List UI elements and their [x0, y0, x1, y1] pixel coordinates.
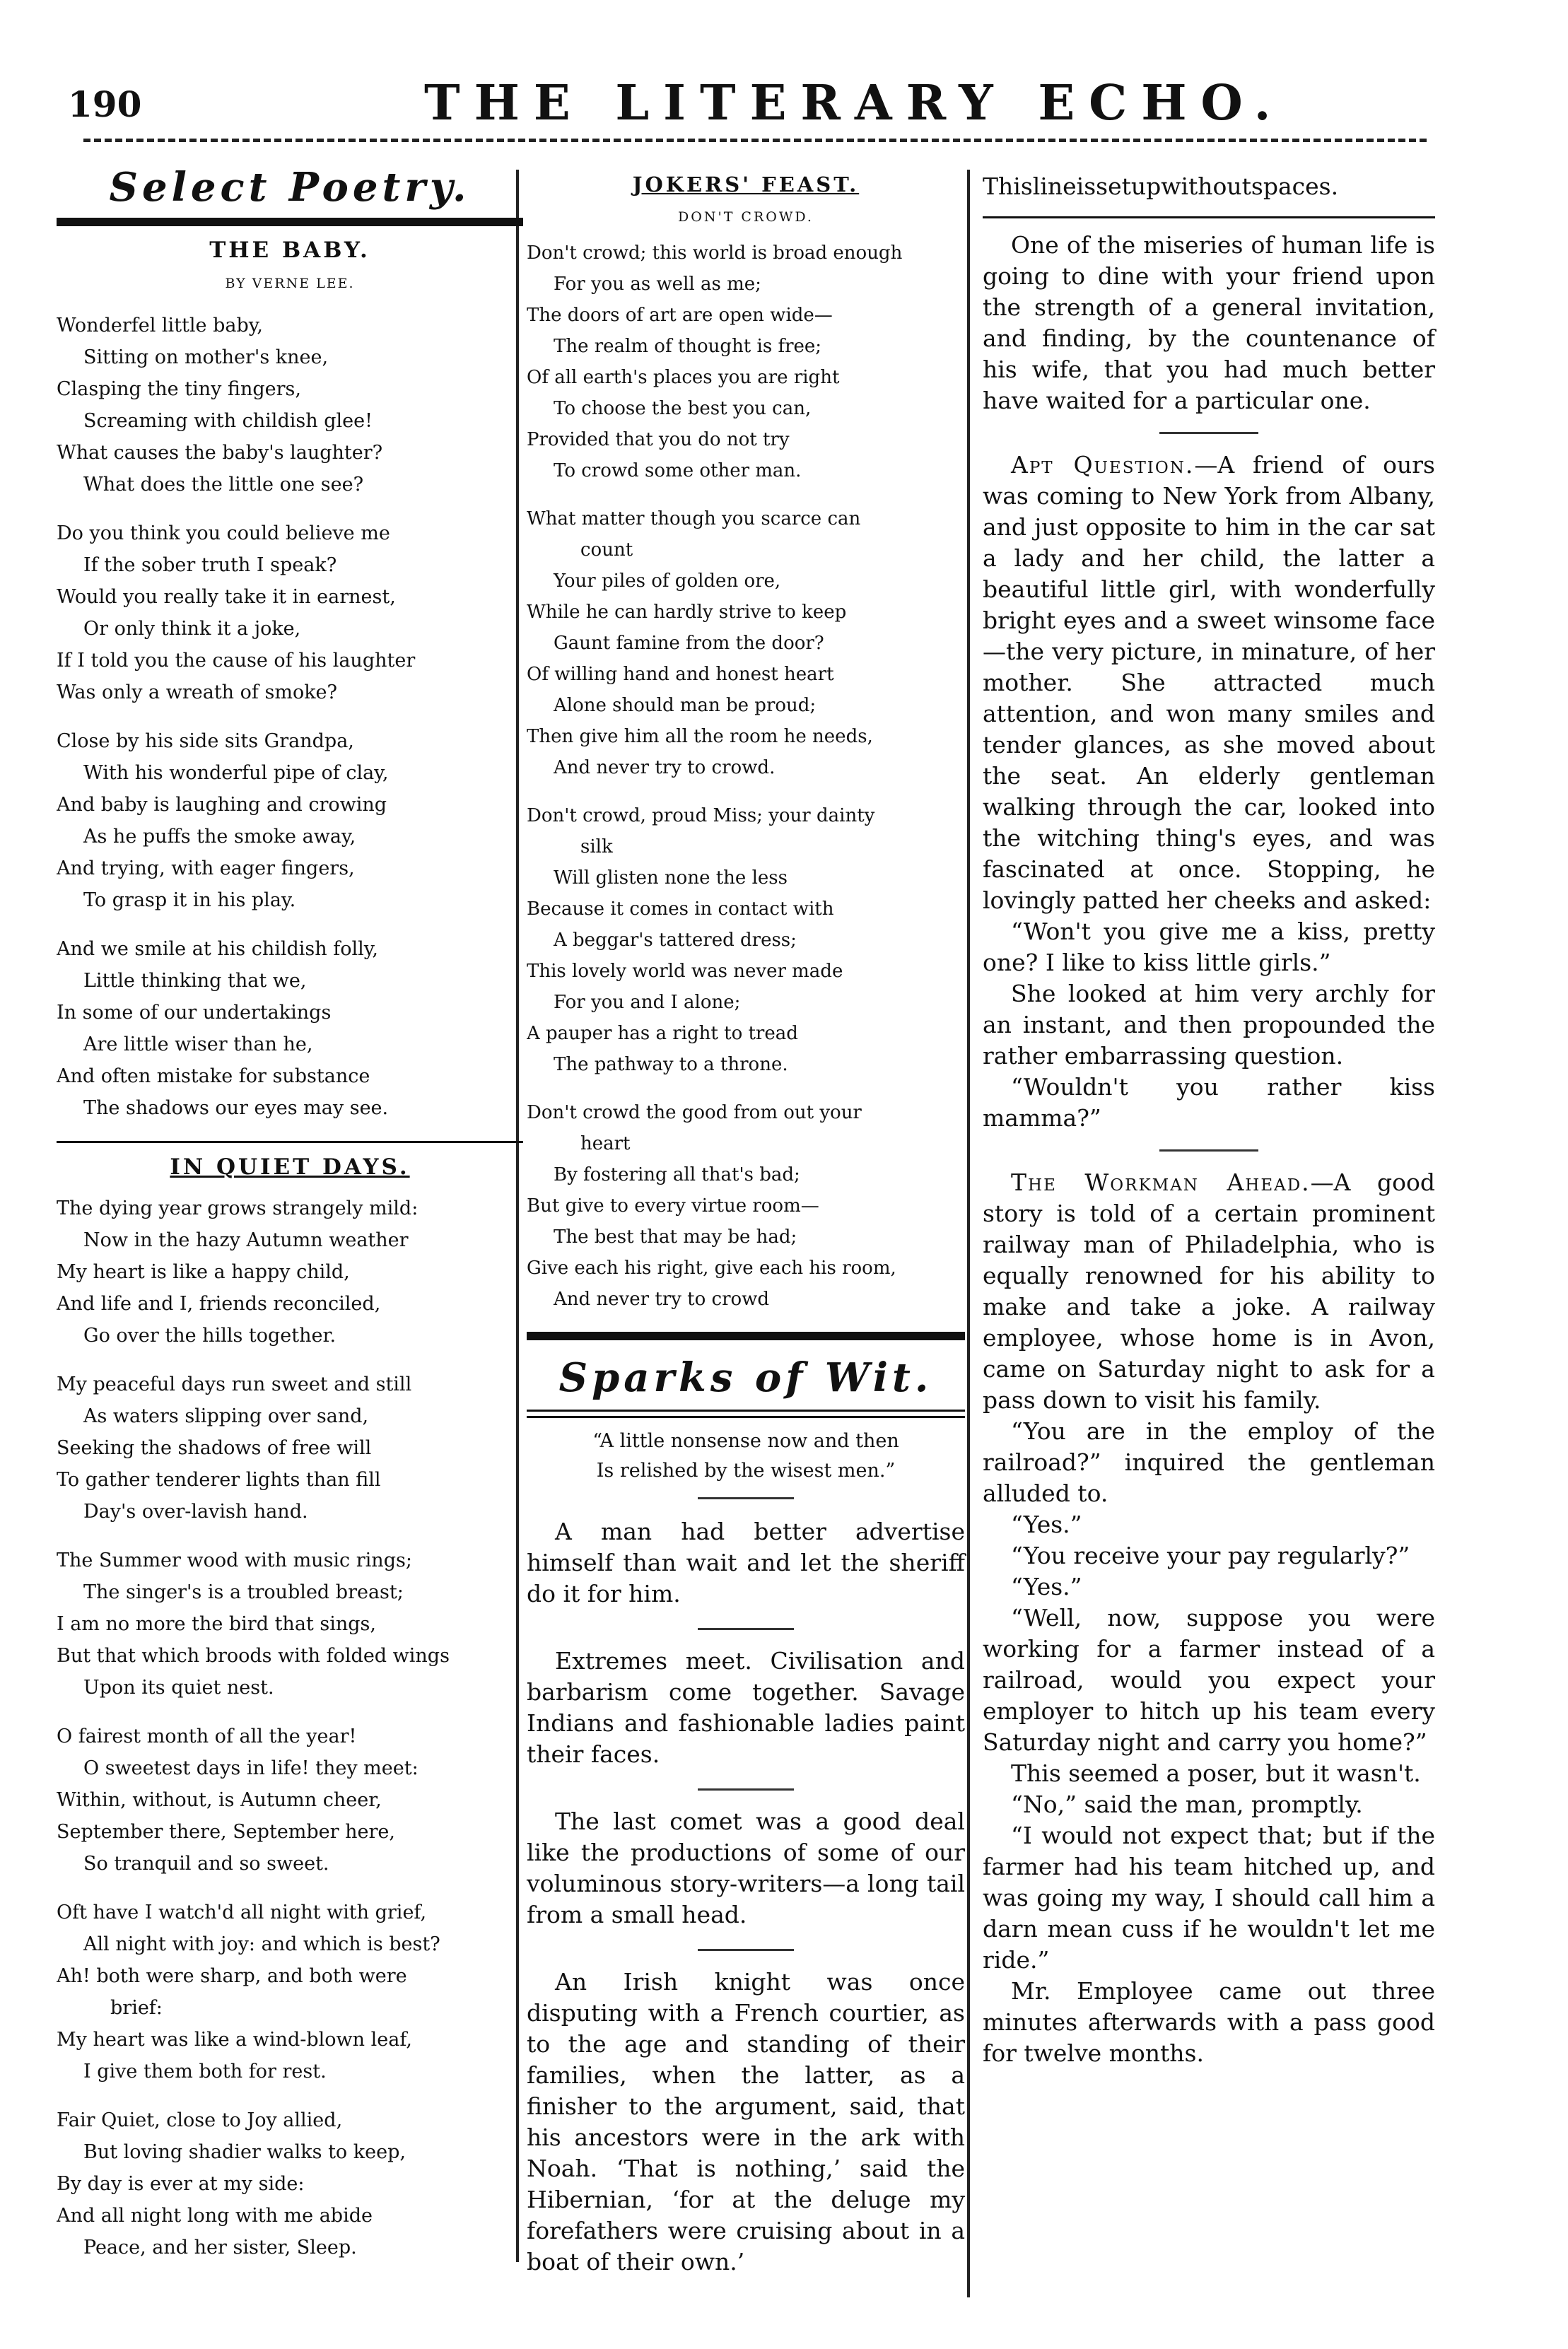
verse-line: A beggar's tattered dress;	[554, 930, 797, 951]
section-rule	[527, 1410, 965, 1418]
wit-item	[527, 1806, 965, 1931]
section-rule	[527, 1332, 965, 1340]
section-rule	[57, 218, 523, 226]
verse-line: As he puffs the smoke away,	[83, 826, 356, 848]
stanza	[57, 933, 523, 1124]
verse-line: And life and I, friends reconciled,	[57, 1293, 381, 1315]
verse-line: And often mistake for substance	[57, 1065, 370, 1087]
paragraph: “Wouldn't you rather kiss mamma?”	[983, 1073, 1435, 1132]
divider-rule	[698, 1497, 794, 1499]
paragraph: “Well, now, suppose you were working for a farmer instead of a railroad, would you expect your employer to hitch up his team every Saturday night and carry you home?”	[983, 1604, 1435, 1756]
verse-line: But give to every virtue room—	[527, 1195, 819, 1217]
anecdote-heading: The Workman Ahead.	[1011, 1168, 1311, 1196]
verse-line: Do you think you could believe me	[57, 522, 390, 544]
verse-line: Was only a wreath of smoke?	[57, 681, 338, 703]
divider-rule	[1159, 432, 1259, 434]
verse-line: Of willing hand and honest heart	[527, 664, 834, 685]
verse-line: Close by his side sits Grandpa,	[57, 730, 354, 752]
paragraph: “I would not expect that; but if the farmer had his team hitched up, and was going my way, I should call him a darn mean cuss if he wouldn't let me ride.”	[983, 1822, 1435, 1974]
divider-rule	[1159, 1149, 1259, 1152]
paragraph: “You receive your pay regularly?”	[1011, 1542, 1410, 1569]
stanza	[527, 1097, 965, 1315]
stanza	[527, 238, 965, 486]
divider-rule	[698, 1949, 794, 1951]
paragraph: An Irish knight was once disputing with a French courtier, as to the age and standing of their families, when the latter, as a finisher to the argument, said, that his ancestors were in the ark with Noah. ‘That is nothing,’ said the Hibernian, ‘for at the deluge my forefathers were cruising about in a boat of their own.’	[527, 1968, 965, 2275]
wit-item	[527, 1516, 965, 1610]
verse-line: And trying, with eager fingers,	[57, 857, 355, 879]
header-rule	[83, 139, 1427, 142]
verse-line: Oft have I watch'd all night with grief,	[57, 1902, 427, 1923]
paragraph: Mr. Employee came out three minutes afterwards with a pass good for twelve months.	[983, 1977, 1435, 2067]
column-anecdotes	[983, 160, 1435, 2069]
verse-line: The Summer wood with music rings;	[57, 1550, 412, 1571]
verse-line: A pauper has a right to tread	[527, 1023, 798, 1044]
poem-title: DON'T CROWD.	[678, 209, 814, 225]
paragraph: A man had better advertise himself than wait and let the sheriff do it for him.	[527, 1518, 965, 1607]
motto-line: “A little nonsense now and then	[592, 1430, 899, 1452]
paragraph: “Yes.”	[1011, 1511, 1082, 1538]
anecdote-body: —A friend of ours was coming to New York from Albany, and just opposite to him in the car sat a lady and her child, the latter a beautiful little girl, with wonderfully bright eyes and a sweet winsome face—the very picture, in minature, of her mother. She attracted much attention, and won many smiles and tender glances, as she moved about the seat. An elderly gentleman walking through the car, looked into the witching thing's eyes, and was fascinated at once. Stopping, he lovingly patted her cheeks and asked:	[983, 451, 1435, 914]
verse-line: silk	[580, 836, 613, 857]
verse-line: Then give him all the room he needs,	[527, 726, 873, 747]
verse-line: Wonderfel little baby,	[57, 315, 264, 336]
verse-line: And never try to crowd.	[554, 757, 776, 778]
paragraph: The last comet was a good deal like the productions of some of our voluminous story-writers—a long tail from a small head.	[527, 1808, 965, 1928]
divider-rule	[698, 1788, 794, 1791]
verse-line: And all night long with me abide	[57, 2205, 373, 2227]
column-poetry	[57, 160, 523, 2280]
verse-line: Don't crowd, proud Miss; your dainty	[527, 805, 875, 826]
verse-line: If I told you the cause of his laughter	[57, 650, 416, 672]
divider-rule	[57, 1141, 523, 1143]
paragraph: This seemed a poser, but it wasn't.	[1011, 1759, 1421, 1787]
verse-line: So tranquil and so sweet.	[83, 1853, 329, 1875]
paragraph: “Yes.”	[1011, 1573, 1082, 1600]
verse-line: I give them both for rest.	[83, 2061, 327, 2083]
verse-line: Fair Quiet, close to Joy allied,	[57, 2109, 343, 2131]
verse-line: The best that may be had;	[554, 1226, 797, 1248]
verse-line: But that which broods with folded wings	[57, 1645, 450, 1667]
verse-line: What causes the baby's laughter?	[57, 442, 383, 464]
verse-line: Alone should man be proud;	[554, 695, 817, 716]
verse-line: With his wonderful pipe of clay,	[83, 762, 389, 784]
verse-line: To choose the best you can,	[554, 398, 812, 419]
stanza	[57, 2104, 523, 2263]
poem-title: THE BABY.	[209, 238, 370, 263]
column-divider	[967, 170, 970, 2297]
verse-line: I am no more the bird that sings,	[57, 1613, 376, 1635]
motto	[527, 1427, 965, 1486]
verse-line: By fostering all that's bad;	[554, 1164, 800, 1185]
poem-byline: BY VERNE LEE.	[225, 276, 355, 291]
section-title-select-poetry: Select Poetry.	[109, 164, 471, 211]
verse-line: The realm of thought is free;	[554, 336, 822, 357]
verse-line: Day's over-lavish hand.	[83, 1501, 308, 1523]
wit-item	[527, 1967, 965, 2278]
poem-title: IN QUIET DAYS.	[170, 1154, 410, 1180]
verse-line: The shadows our eyes may see.	[83, 1097, 389, 1119]
verse-line: To crowd some other man.	[554, 460, 802, 481]
verse-line: My heart was like a wind-blown leaf,	[57, 2029, 412, 2051]
anecdote-apt-question	[983, 450, 1435, 916]
verse-line: Don't crowd; this world is broad enough	[527, 242, 903, 264]
verse-line: What matter though you scarce can	[527, 508, 861, 529]
verse-line: Upon its quiet nest.	[83, 1677, 274, 1699]
verse-line: By day is ever at my side:	[57, 2173, 305, 2195]
verse-line: The doors of art are open wide—	[527, 305, 833, 326]
verse-line: If the sober truth I speak?	[83, 554, 337, 576]
paragraph: “Won't you give me a kiss, pretty one? I like to kiss little girls.”	[983, 918, 1435, 976]
stanza	[57, 310, 523, 500]
paragraph: “You are in the employ of the railroad?” inquired the gentleman alluded to.	[983, 1417, 1435, 1507]
paragraph: “No,” said the man, promptly.	[1011, 1791, 1363, 1818]
verse-line: Give each his right, give each his room,	[527, 1258, 896, 1279]
verse-line: Will glisten none the less	[554, 867, 788, 889]
verse-line: My heart is like a happy child,	[57, 1261, 350, 1283]
anecdote-body: —A good story is told of a certain prominent railway man of Philadelphia, who is equally renowned for his ability to make and take a joke. A railway employee, whose home is in Avon, came on Saturday night to ask for a pass down to visit his family.	[983, 1168, 1435, 1414]
verse-line: To gather tenderer lights than fill	[57, 1469, 381, 1491]
paragraph: She looked at him very archly for an instant, and then propounded the rather embarrassing question.	[983, 980, 1435, 1070]
anecdote-workman-ahead	[983, 1167, 1435, 1416]
paragraph: Extremes meet. Civilisation and barbarism come together. Savage Indians and fashionable ladies paint their faces.	[527, 1647, 965, 1768]
stanza	[527, 503, 965, 783]
stanza	[57, 1721, 523, 1880]
divider-rule	[698, 1628, 794, 1630]
stanza	[57, 1369, 523, 1528]
verse-line: As waters slipping over sand,	[83, 1405, 369, 1427]
verse-line: Within, without, is Autumn cheer,	[57, 1789, 382, 1811]
masthead-title: THE LITERARY ECHO.	[424, 75, 1285, 131]
verse-line: Gaunt famine from the door?	[554, 633, 824, 654]
column-jokers-feast	[527, 160, 965, 2296]
verse-line: What does the little one see?	[83, 474, 364, 496]
verse-line: heart	[580, 1133, 631, 1154]
verse-line: Are little wiser than he,	[83, 1033, 313, 1055]
paragraph: Thislineissetupwithoutspaces.	[983, 172, 1339, 200]
verse-line: To grasp it in his play.	[83, 889, 296, 911]
verse-line: The dying year grows strangely mild:	[57, 1197, 419, 1219]
anecdote-heading: Apt Question.	[1011, 451, 1195, 479]
verse-line: The singer's is a troubled breast;	[83, 1581, 404, 1603]
verse-line: Or only think it a joke,	[83, 618, 301, 640]
verse-line: For you as well as me;	[554, 274, 761, 295]
verse-line: Of all earth's places you are right	[527, 367, 840, 388]
verse-line: count	[580, 539, 633, 561]
paragraph: One of the miseries of human life is going to dine with your friend upon the strength of a general invitation, and finding, by the countenance of his wife, that you had much better have waited for a particular one.	[983, 231, 1435, 414]
verse-line: O sweetest days in life! they meet:	[83, 1757, 419, 1779]
stanza	[57, 1897, 523, 2087]
verse-line: Your piles of golden ore,	[554, 570, 781, 592]
verse-line: Peace, and her sister, Sleep.	[83, 2237, 357, 2259]
verse-line: Because it comes in contact with	[527, 898, 834, 920]
verse-line: Seeking the shadows of free will	[57, 1437, 372, 1459]
verse-line: While he can hardly strive to keep	[527, 602, 847, 623]
verse-line: O fairest month of all the year!	[57, 1726, 357, 1747]
verse-line: Don't crowd the good from out your	[527, 1102, 862, 1123]
verse-line: This lovely world was never made	[527, 961, 843, 982]
stanza	[57, 1193, 523, 1352]
verse-line: In some of our undertakings	[57, 1002, 332, 1024]
verse-line: Would you really take it in earnest,	[57, 586, 396, 608]
verse-line: Go over the hills together.	[83, 1325, 337, 1347]
verse-line: All night with joy: and which is best?	[83, 1933, 440, 1955]
verse-line: Provided that you do not try	[527, 429, 790, 450]
stanza	[57, 517, 523, 708]
verse-line: September there, September here,	[57, 1821, 395, 1843]
verse-line: My peaceful days run sweet and still	[57, 1373, 412, 1395]
verse-line: Now in the hazy Autumn weather	[83, 1229, 409, 1251]
verse-line: And we smile at his childish folly,	[57, 938, 379, 960]
verse-line: And baby is laughing and crowing	[57, 794, 387, 816]
section-title-sparks-of-wit: Sparks of Wit.	[558, 1354, 933, 1401]
verse-line: Little thinking that we,	[83, 970, 307, 992]
section-title-jokers-feast: JOKERS' FEAST.	[632, 172, 860, 197]
motto-line: Is relished by the wisest men.”	[596, 1460, 896, 1482]
wit-item	[527, 1646, 965, 1770]
divider-rule	[983, 216, 1435, 218]
verse-line: Screaming with childish glee!	[83, 410, 373, 432]
verse-line: brief:	[110, 1997, 163, 2019]
verse-line: But loving shadier walks to keep,	[83, 2141, 406, 2163]
verse-line: The pathway to a throne.	[554, 1054, 788, 1075]
verse-line: Ah! both were sharp, and both were	[57, 1965, 407, 1987]
stanza	[57, 1545, 523, 1704]
verse-line: Clasping the tiny fingers,	[57, 378, 301, 400]
stanza	[57, 725, 523, 916]
page-number: 190	[68, 83, 142, 125]
verse-line: And never try to crowd	[554, 1289, 770, 1310]
stanza	[527, 800, 965, 1080]
verse-line: For you and I alone;	[554, 992, 741, 1013]
verse-line: Sitting on mother's knee,	[83, 346, 329, 368]
